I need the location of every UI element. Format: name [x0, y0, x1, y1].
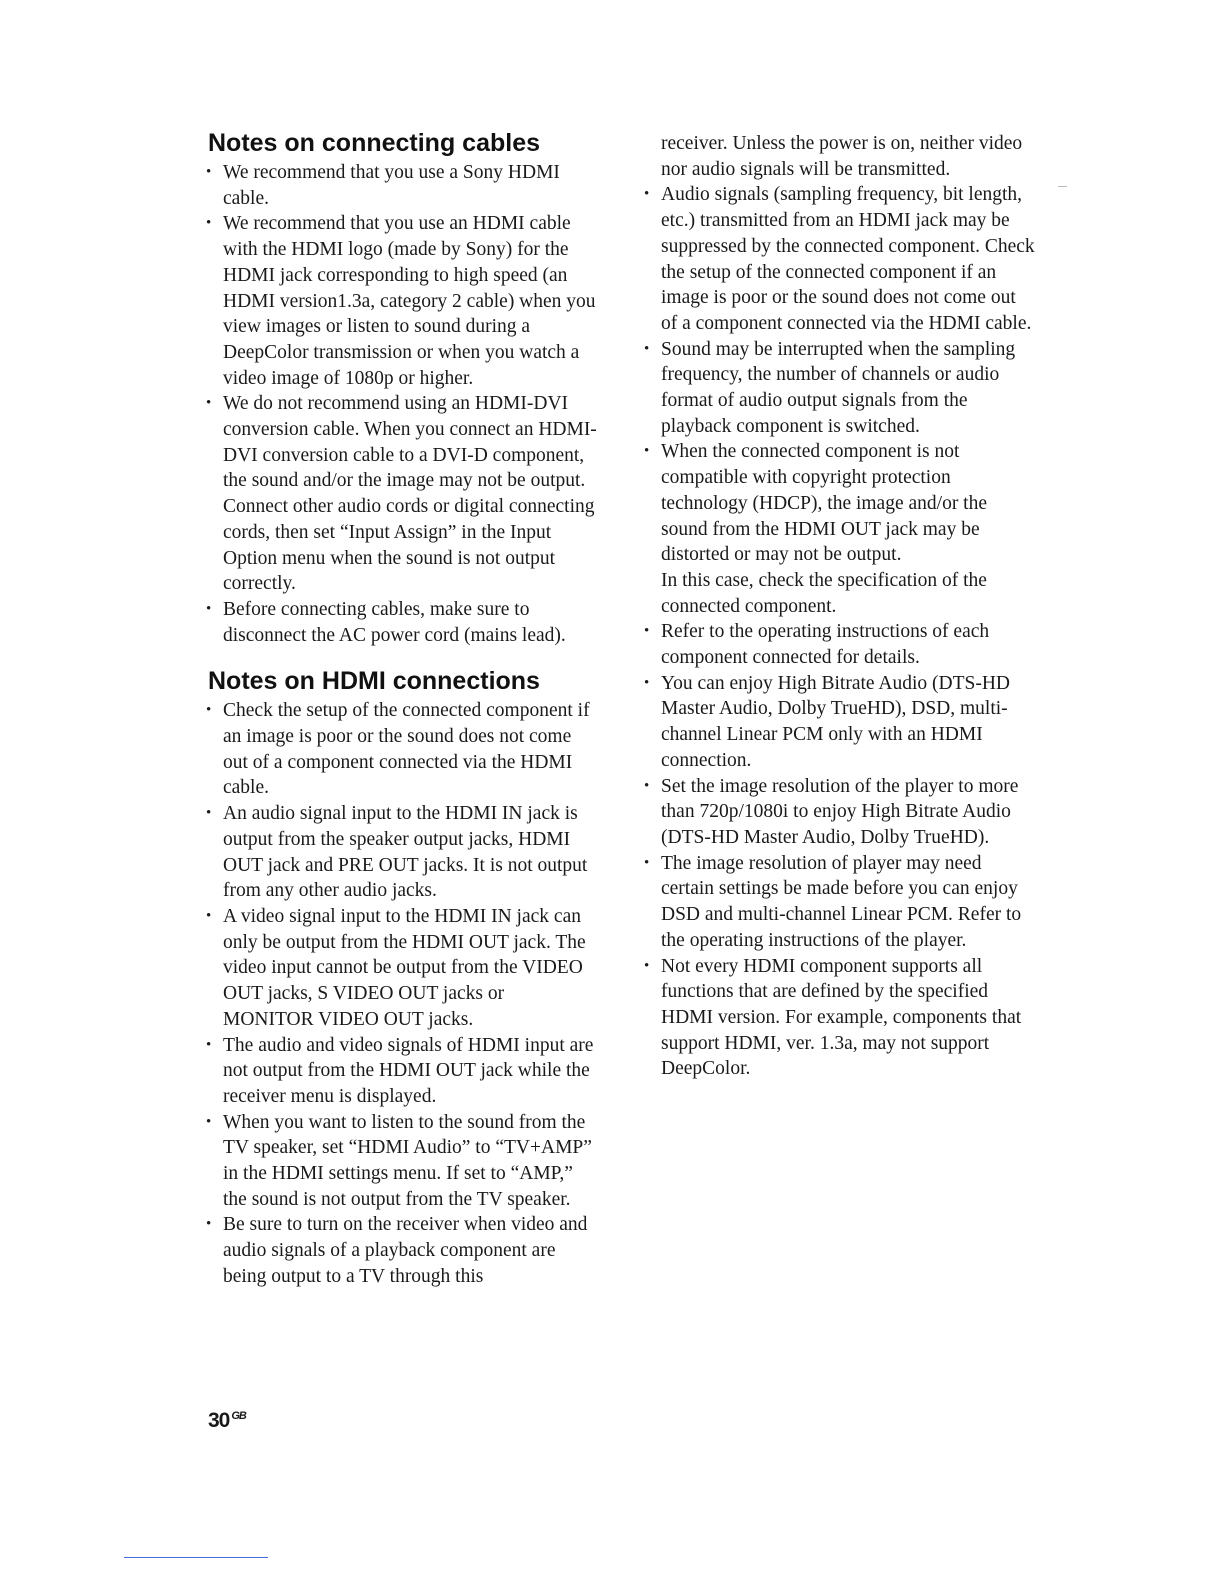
- list-item-followup: In this case, check the specification of the connected component.: [661, 569, 987, 617]
- list-item: • Sound may be interrupted when the sampling frequency, the number of channels or audio format of audio output signals from the playback component is switched.: [644, 337, 1036, 440]
- left-column: [206, 128, 598, 1290]
- page-number: [208, 1409, 246, 1433]
- list-item: • Check the setup of the connected component if an image is poor or the sound does not come out of a component connected via the HDMI cable.: [206, 698, 598, 801]
- list-item: • Audio signals (sampling frequency, bit length, etc.) transmitted from an HDMI jack may be suppressed by the connected component. Check the setup of the connected component if an image is poor or the sound does not come out of a component connected via the HDMI cable.: [644, 182, 1036, 336]
- right-column: [644, 131, 1036, 1082]
- list-item: • We recommend that you use a Sony HDMI cable.: [206, 160, 598, 211]
- list-item: • Set the image resolution of the player to more than 720p/1080i to enjoy High Bitrate Audio (DTS-HD Master Audio, Dolby TrueHD).: [644, 774, 1036, 851]
- hdmi-connections-list: [206, 698, 598, 1289]
- list-item: • Not every HDMI component supports all functions that are defined by the specified HDMI version. For example, components that support HDMI, ver. 1.3a, may not support DeepColor.: [644, 954, 1036, 1083]
- heading-connecting-cables: Notes on connecting cables: [208, 129, 541, 157]
- list-item-continuation: receiver. Unless the power is on, neither video nor audio signals will be transmitted.: [661, 133, 1023, 180]
- hdmi-connections-list-continued: [644, 131, 1036, 1082]
- list-item: • When you want to listen to the sound from the TV speaker, set “HDMI Audio” to “TV+AMP” in the HDMI settings menu. If set to “AMP,” the sound is not output from the TV speaker.: [206, 1110, 598, 1213]
- heading-hdmi-connections: Notes on HDMI connections: [208, 667, 540, 696]
- list-item: • An audio signal input to the HDMI IN jack is output from the speaker output jacks, HDMI OUT jack and PRE OUT jacks. It is not output from any other audio jacks.: [206, 801, 598, 904]
- page-number-value: 30: [208, 1409, 230, 1432]
- list-item: • When the connected component is not compatible with copyright protection technology (HDCP), the image and/or the sound from the HDMI OUT jack may be distorted or may not be output.: [644, 439, 1036, 568]
- list-item: • You can enjoy High Bitrate Audio (DTS-HD Master Audio, Dolby TrueHD), DSD, multi-channel Linear PCM only with an HDMI connection.: [644, 671, 1036, 774]
- connecting-cables-list: [206, 160, 598, 648]
- footer-rule: [124, 1557, 268, 1558]
- list-item: • Refer to the operating instructions of each component connected for details.: [644, 619, 1036, 670]
- list-item: • The image resolution of player may need certain settings be made before you can enjoy DSD and multi-channel Linear PCM. Refer to the operating instructions of the player.: [644, 851, 1036, 954]
- list-item: • Be sure to turn on the receiver when video and audio signals of a playback component are being output to a TV through this: [206, 1212, 598, 1289]
- page-number-suffix: GB: [231, 1410, 246, 1422]
- list-item: • We do not recommend using an HDMI-DVI conversion cable. When you connect an HDMI-DVI conversion cable to a DVI-D component, the sound and/or the image may not be output. Connect other audio cords or digital connecting cords, then set “Input Assign” in the Input Option menu when the sound is not output correctly.: [206, 391, 598, 597]
- list-item: • We recommend that you use an HDMI cable with the HDMI logo (made by Sony) for the HDMI jack corresponding to high speed (an HDMI version1.3a, category 2 cable) when you view images or listen to sound during a DeepColor transmission or when you watch a video image of 1080p or higher.: [206, 211, 598, 391]
- list-item: • Before connecting cables, make sure to disconnect the AC power cord (mains lead).: [206, 597, 598, 648]
- list-item: • The audio and video signals of HDMI input are not output from the HDMI OUT jack while the receiver menu is displayed.: [206, 1033, 598, 1110]
- edge-mark: [1058, 186, 1067, 187]
- list-item: • A video signal input to the HDMI IN jack can only be output from the HDMI OUT jack. The video input cannot be output from the VIDEO OUT jacks, S VIDEO OUT jacks or MONITOR VIDEO OUT jacks.: [206, 904, 598, 1033]
